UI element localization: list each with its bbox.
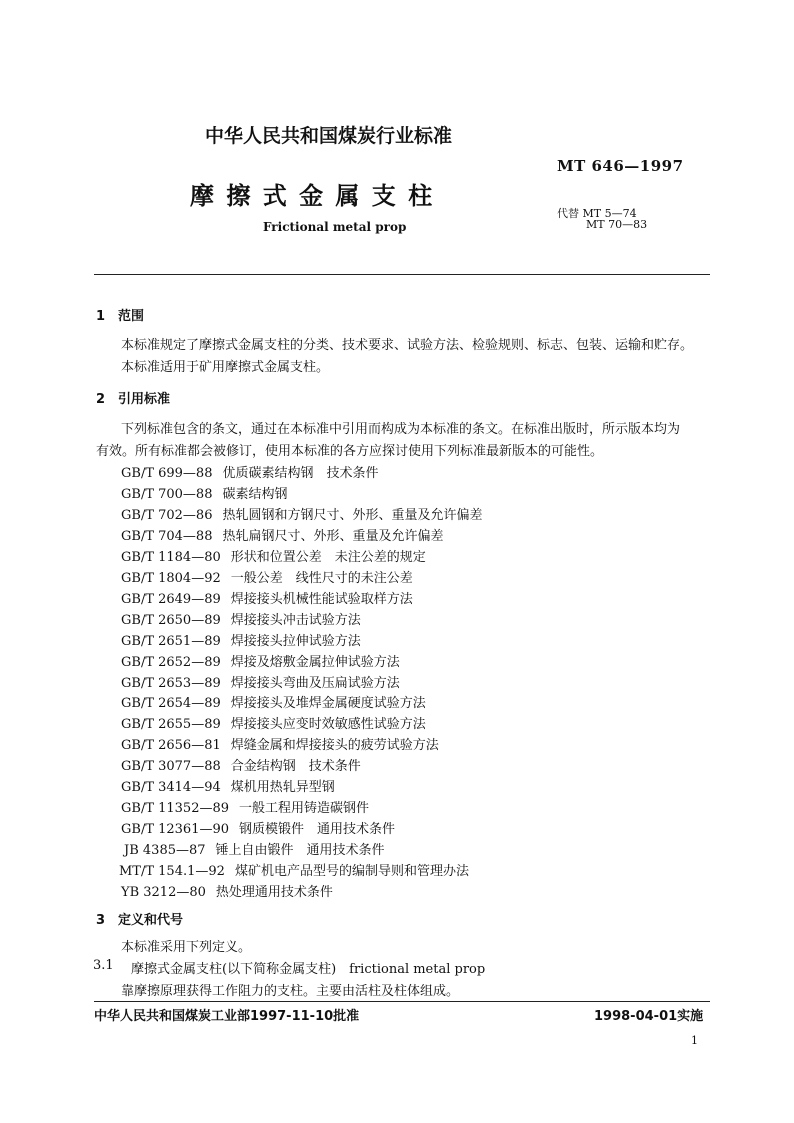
approval-statement: 中华人民共和国煤炭工业部1997-11-10批准: [94, 1009, 360, 1024]
reference-title: 热轧扁钢尺寸、外形、重量及允许偏差: [222, 529, 444, 544]
reference-title: 碳素结构钢: [222, 487, 288, 502]
reference-item: [121, 651, 400, 670]
org-title: 中华人民共和国煤炭行业标准: [205, 125, 453, 147]
reference-code: GB/T 704—88: [121, 529, 213, 544]
footer-divider: [94, 1001, 710, 1002]
definition-3-1-number: 3.1: [93, 958, 114, 973]
reference-item: [121, 818, 395, 837]
reference-code: JB 4385—87: [124, 843, 206, 858]
reference-code: GB/T 12361—90: [121, 822, 230, 837]
reference-code: GB/T 2654—89: [121, 696, 221, 711]
reference-item: [124, 839, 385, 858]
reference-title: 焊接接头弯曲及压扁试验方法: [230, 676, 400, 691]
reference-title: 焊接接头机械性能试验取样方法: [230, 592, 413, 607]
reference-title: 焊缝金属和焊接接头的疲劳试验方法: [230, 738, 439, 753]
reference-item: [121, 462, 379, 481]
reference-item: [121, 797, 369, 816]
reference-title: 焊接及熔敷金属拉伸试验方法: [230, 655, 400, 670]
reference-code: GB/T 2651—89: [121, 634, 221, 649]
reference-title: 煤矿机电产品型号的编制导则和管理办法: [234, 864, 469, 879]
reference-title: 钢质模锻件 通用技术条件: [239, 822, 396, 837]
reference-item: [121, 567, 413, 586]
reference-code: GB/T 3077—88: [121, 759, 221, 774]
section-3-paragraph-1: 本标准采用下列定义。: [121, 940, 252, 955]
reference-code: GB/T 2650—89: [121, 613, 221, 628]
header-divider: [94, 274, 710, 275]
section-1-paragraph-1: 本标准规定了摩擦式金属支柱的分类、技术要求、试验方法、检验规则、标志、包装、运输和贮存。: [121, 338, 694, 353]
replaces-line-2: MT 70—83: [586, 218, 648, 231]
reference-code: GB/T 11352—89: [121, 801, 230, 816]
reference-title: 焊接接头及堆焊金属硬度试验方法: [230, 696, 426, 711]
reference-item: [121, 483, 288, 502]
reference-code: GB/T 2653—89: [121, 676, 221, 691]
reference-code: GB/T 2656—81: [121, 738, 221, 753]
section-2-intro-line-2: 有效。所有标准都会被修订，使用本标准的各方应探讨使用下列标准最新版本的可能性。: [96, 444, 604, 459]
reference-item: [121, 546, 426, 565]
reference-title: 焊接接头冲击试验方法: [230, 613, 361, 628]
definition-3-1-text: 靠摩擦原理获得工作阻力的支柱。主要由活柱及柱体组成。: [121, 984, 460, 999]
reference-code: GB/T 1184—80: [121, 550, 221, 565]
reference-code: GB/T 2655—89: [121, 717, 221, 732]
reference-title: 形状和位置公差 未注公差的规定: [230, 550, 426, 565]
reference-item: [121, 734, 439, 753]
reference-code: GB/T 700—88: [121, 487, 213, 502]
reference-title: 锤上自由锻件 通用技术条件: [215, 843, 385, 858]
reference-code: MT/T 154.1—92: [119, 864, 225, 879]
section-1-paragraph-2: 本标准适用于矿用摩擦式金属支柱。: [121, 360, 330, 375]
reference-item: [121, 672, 400, 691]
reference-code: GB/T 1804—92: [121, 571, 221, 586]
section-1-heading: 1 范围: [96, 309, 145, 324]
page-number: 1: [691, 1034, 698, 1047]
reference-item: [121, 588, 413, 607]
reference-item: [121, 525, 444, 544]
document-title-cn: 摩 擦 式 金 属 支 柱: [190, 181, 433, 210]
section-3-heading: 3 定义和代号: [96, 913, 184, 928]
replaces-line-1: 代替 MT 5—74: [557, 207, 637, 220]
reference-code: GB/T 3414—94: [121, 780, 221, 795]
document-title-en: Frictional metal prop: [263, 220, 407, 234]
definition-3-1-term: 摩擦式金属支柱(以下简称金属支柱) frictional metal prop: [131, 962, 486, 977]
reference-item: [121, 630, 361, 649]
reference-item: [121, 609, 361, 628]
reference-item: [121, 504, 483, 523]
reference-item: [121, 776, 335, 795]
reference-title: 热处理通用技术条件: [215, 885, 333, 900]
reference-item: [121, 692, 426, 711]
reference-title: 优质碳素结构钢 技术条件: [222, 466, 379, 481]
reference-code: GB/T 2652—89: [121, 655, 221, 670]
reference-title: 焊接接头应变时效敏感性试验方法: [230, 717, 426, 732]
reference-title: 煤机用热轧异型钢: [230, 780, 335, 795]
reference-title: 焊接接头拉伸试验方法: [230, 634, 361, 649]
reference-item: [121, 881, 333, 900]
reference-code: GB/T 702—86: [121, 508, 213, 523]
section-2-intro-line-1: 下列标准包含的条文，通过在本标准中引用而构成为本标准的条文。在标准出版时，所示版本均为: [121, 422, 681, 437]
reference-item: [121, 713, 426, 732]
reference-code: GB/T 699—88: [121, 466, 213, 481]
reference-title: 一般工程用铸造碳钢件: [239, 801, 370, 816]
reference-code: GB/T 2649—89: [121, 592, 221, 607]
reference-code: YB 3212—80: [121, 885, 206, 900]
effective-date: 1998-04-01实施: [594, 1009, 704, 1024]
reference-title: 合金结构钢 技术条件: [230, 759, 361, 774]
reference-item: [121, 755, 361, 774]
reference-item: [119, 860, 469, 879]
standard-number: MT 646—1997: [557, 157, 684, 175]
reference-title: 热轧圆钢和方钢尺寸、外形、重量及允许偏差: [222, 508, 483, 523]
section-2-heading: 2 引用标准: [96, 392, 171, 407]
reference-title: 一般公差 线性尺寸的未注公差: [230, 571, 413, 586]
